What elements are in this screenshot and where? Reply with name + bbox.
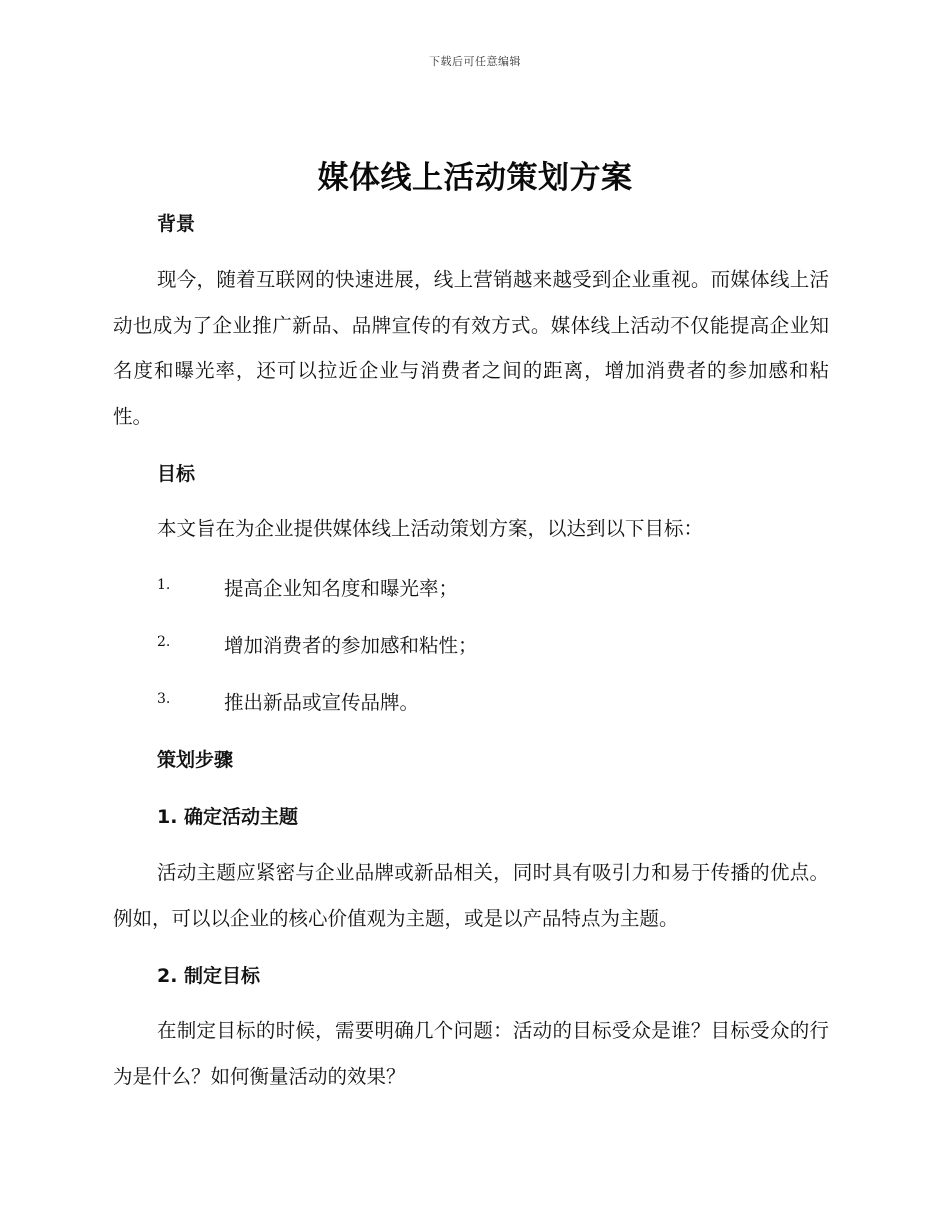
section-heading-goals: 目标 (157, 463, 196, 485)
section-heading-background: 背景 (157, 213, 196, 235)
section-heading-steps: 策划步骤 (157, 749, 234, 771)
list-text: 推出新品或宣传品牌。 (224, 691, 420, 714)
document-title: 媒体线上活动策划方案 (317, 160, 633, 196)
list-number: 1. (157, 577, 171, 593)
list-text: 增加消费者的参加感和粘性； (224, 634, 478, 657)
page-header-note: 下载后可任意编辑 (429, 55, 521, 68)
set-goals-paragraph: 在制定目标的时候，需要明确几个问题：活动的目标受众是谁？目标受众的行为是什么？如何衡量活动的效果？ (113, 1019, 829, 1088)
theme-paragraph: 活动主题应紧密与企业品牌或新品相关，同时具有吸引力和易于传播的优点。例如，可以以企业的核心价值观为主题，或是以产品特点为主题。 (113, 861, 829, 930)
goals-intro-paragraph: 本文旨在为企业提供媒体线上活动策划方案，以达到以下目标： (157, 517, 704, 540)
subsection-heading-goals: 2. 制定目标 (157, 965, 261, 987)
background-paragraph: 现今，随着互联网的快速进展，线上营销越来越受到企业重视。而媒体线上活动也成为了企业推广新品、品牌宣传的有效方式。媒体线上活动不仅能提高企业知名度和曝光率，还可以拉近企业与消费者之间的距离，增加消费者的参加感和粘性。 (113, 268, 829, 428)
list-text: 提高企业知名度和曝光率； (224, 577, 459, 600)
subsection-heading-theme: 1. 确定活动主题 (157, 806, 299, 828)
list-number: 3. (157, 691, 171, 707)
list-number: 2. (157, 634, 171, 650)
